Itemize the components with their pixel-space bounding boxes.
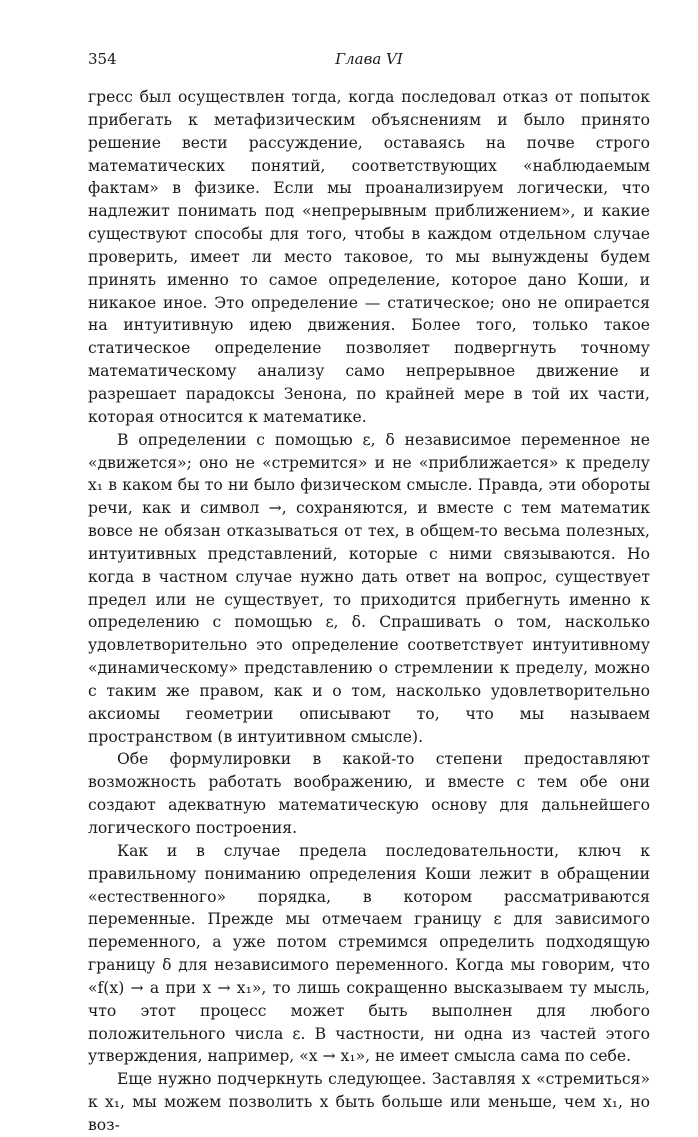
paragraph: гресс был осуществлен тогда, когда последовал отказ от попыток прибегать к метафизическим объяснениям и было принято решение вести рассуждение, оставаясь на почве строго математических понятий, соответствующих «наблюдаемым фактам» в физике. Если мы проанализируем логически, что надлежит понимать под «непрерывным приближением», и какие существуют способы для того, чтобы в каждом отдельном случае проверить, имеет ли место таковое, то мы вынуждены будем принять именно то самое определение, которое дано Коши, и никакое иное. Это определение — статическое; оно не опирается на интуитивную идею движения. Более того, только такое статическое определение позволяет подвергнуть точному математическому анализу само непрерывное движение и разрешает парадоксы Зенона, по крайней мере в той их части, которая относится к математике. [88, 88, 650, 426]
page-number: 354 [88, 50, 117, 68]
paragraph: Обе формулировки в какой-то степени предоставляют возможность работать воображению, и вместе с тем обе они создают адекватную математическую основу для дальнейшего логического построения. [88, 750, 650, 837]
chapter-title: Глава VI [335, 50, 403, 68]
body-text [88, 86, 650, 1137]
paragraph: Еще нужно подчеркнуть следующее. Заставляя x «стремиться» к x₁, мы можем позволить x быть больше или меньше, чем x₁, но воз- [88, 1070, 650, 1134]
paragraph: Как и в случае предела последовательности, ключ к правильному пониманию определения Коши лежит в обращении «естественного» порядка, в котором рассматриваются переменные. Прежде мы отмечаем границу ε для зависимого переменного, а уже потом стремимся определить подходящую границу δ для независимого переменного. Когда мы говорим, что «f(x) → a при x → x₁», то лишь сокращенно высказываем ту мысль, что этот процесс может быть выполнен для любого положительного числа ε. В частности, ни одна из частей этого утверждения, например, «x → x₁», не имеет смысла сама по себе. [88, 841, 650, 1066]
paragraph: В определении с помощью ε, δ независимое переменное не «движется»; оно не «стремится» и не «приближается» к пределу x₁ в каком бы то ни было физическом смысле. Правда, эти обороты речи, как и символ →, сохраняются, и вместе с тем математик вовсе не обязан отказываться от тех, в общем-то весьма полезных, интуитивных представлений, которые с ними связываются. Но когда в частном случае нужно дать ответ на вопрос, существует предел или не существует, то приходится прибегнуть именно к определению с помощью ε, δ. Спрашивать о том, насколько удовлетворительно это определение соответствует интуитивному «динамическому» представлению о стремлении к пределу, можно с таким же правом, как и о том, насколько удовлетворительно аксиомы геометрии описывают то, что мы называем пространством (в интуитивном смысле). [88, 430, 650, 746]
page-header [88, 50, 650, 74]
